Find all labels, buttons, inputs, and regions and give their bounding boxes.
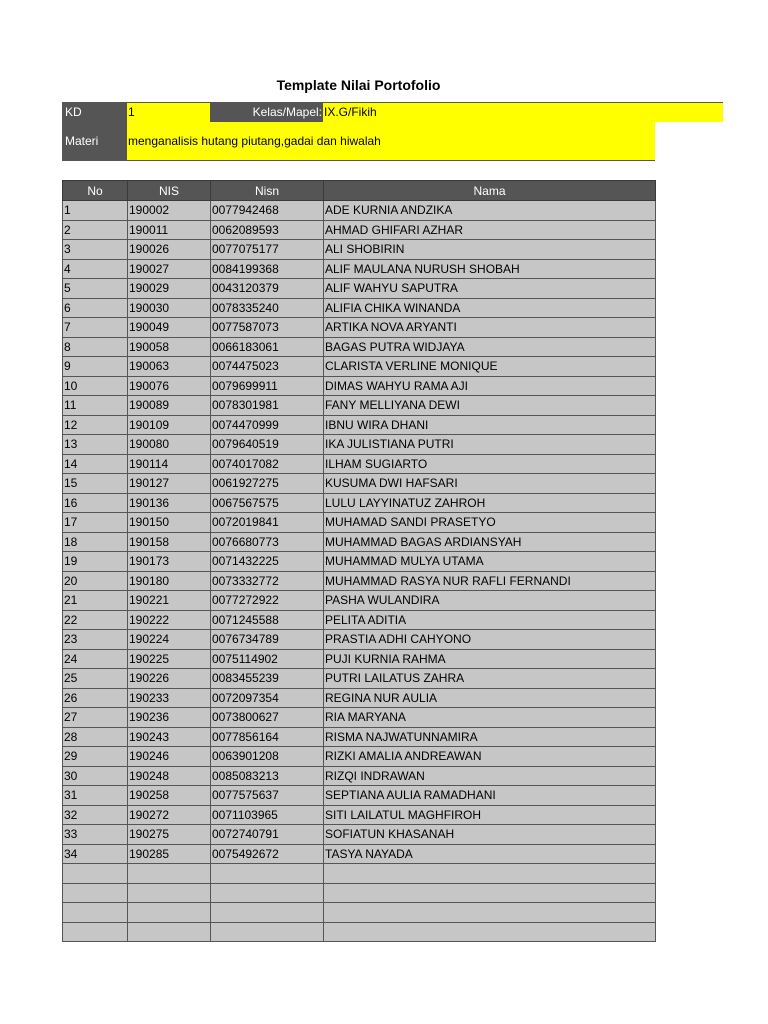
kd-label-cell[interactable]: KD <box>62 102 127 122</box>
cell-nama[interactable]: MUHAMMAD MULYA UTAMA <box>324 552 656 572</box>
cell-no[interactable]: 24 <box>63 649 128 669</box>
cell-no[interactable] <box>63 922 128 942</box>
cell-no[interactable]: 26 <box>63 688 128 708</box>
cell-nis[interactable]: 190275 <box>128 825 211 845</box>
cell-nisn[interactable]: 0077075177 <box>211 240 324 260</box>
materi-value-cell[interactable]: menganalisis hutang piutang,gadai dan hiwalah <box>127 122 655 161</box>
cell-nisn[interactable]: 0067567575 <box>211 493 324 513</box>
cell-no[interactable] <box>63 883 128 903</box>
cell-nama[interactable]: CLARISTA VERLINE MONIQUE <box>324 357 656 377</box>
cell-nis[interactable] <box>128 883 211 903</box>
cell-nis[interactable] <box>128 903 211 923</box>
cell-no[interactable]: 32 <box>63 805 128 825</box>
cell-nisn[interactable]: 0071103965 <box>211 805 324 825</box>
cell-nis[interactable]: 190109 <box>128 415 211 435</box>
cell-nama[interactable]: MUHAMAD SANDI PRASETYO <box>324 513 656 533</box>
cell-nis[interactable] <box>128 922 211 942</box>
table-row <box>63 747 656 767</box>
cell-nisn[interactable]: 0071432225 <box>211 552 324 572</box>
cell-nama[interactable]: ADE KURNIA ANDZIKA <box>324 201 656 221</box>
sheet-title: Template Nilai Portofolio <box>276 77 441 93</box>
table-header-row <box>63 181 656 201</box>
table-row <box>63 357 656 377</box>
cell-nama[interactable]: REGINA NUR AULIA <box>324 688 656 708</box>
cell-nisn[interactable]: 0085083213 <box>211 766 324 786</box>
cell-nis[interactable]: 190080 <box>128 435 211 455</box>
kd-value-cell[interactable]: 1 <box>127 102 210 122</box>
cell-no[interactable]: 19 <box>63 552 128 572</box>
cell-nama[interactable] <box>324 903 656 923</box>
cell-nis[interactable]: 190089 <box>128 396 211 416</box>
cell-nisn[interactable]: 0077587073 <box>211 318 324 338</box>
cell-nis[interactable]: 190248 <box>128 766 211 786</box>
cell-no[interactable] <box>63 903 128 923</box>
cell-nis[interactable]: 190272 <box>128 805 211 825</box>
cell-nis[interactable]: 190158 <box>128 532 211 552</box>
cell-no[interactable]: 22 <box>63 610 128 630</box>
cell-nisn[interactable]: 0077575637 <box>211 786 324 806</box>
cell-nis[interactable]: 190011 <box>128 220 211 240</box>
cell-nis[interactable]: 190258 <box>128 786 211 806</box>
cell-nis[interactable]: 190225 <box>128 649 211 669</box>
cell-nis[interactable]: 190127 <box>128 474 211 494</box>
cell-nama[interactable]: ILHAM SUGIARTO <box>324 454 656 474</box>
cell-nisn[interactable]: 0083455239 <box>211 669 324 689</box>
cell-nisn[interactable] <box>211 922 324 942</box>
table-row <box>63 727 656 747</box>
table-row <box>63 337 656 357</box>
table-row <box>63 571 656 591</box>
cell-nisn[interactable]: 0079640519 <box>211 435 324 455</box>
cell-nisn[interactable]: 0043120379 <box>211 279 324 299</box>
cell-nama[interactable]: PELITA ADITIA <box>324 610 656 630</box>
cell-nama[interactable] <box>324 922 656 942</box>
cell-nisn[interactable]: 0075492672 <box>211 844 324 864</box>
table-row <box>63 435 656 455</box>
cell-nama[interactable]: IKA JULISTIANA PUTRI <box>324 435 656 455</box>
table-row <box>63 201 656 221</box>
cell-nis[interactable] <box>128 864 211 884</box>
cell-nisn[interactable]: 0072740791 <box>211 825 324 845</box>
cell-nisn[interactable]: 0071245588 <box>211 610 324 630</box>
cell-nama[interactable]: ALIFIA CHIKA WINANDA <box>324 298 656 318</box>
cell-nisn[interactable]: 0074470999 <box>211 415 324 435</box>
table-row <box>63 883 656 903</box>
kelas-mapel-label-cell[interactable]: Kelas/Mapel: <box>210 102 323 122</box>
cell-nisn[interactable]: 0072019841 <box>211 513 324 533</box>
cell-nisn[interactable] <box>211 903 324 923</box>
cell-nis[interactable]: 190226 <box>128 669 211 689</box>
cell-nis[interactable]: 190026 <box>128 240 211 260</box>
cell-nisn[interactable]: 0074475023 <box>211 357 324 377</box>
cell-nisn[interactable]: 0077856164 <box>211 727 324 747</box>
cell-no[interactable]: 14 <box>63 454 128 474</box>
cell-no[interactable]: 1 <box>63 201 128 221</box>
table-row <box>63 532 656 552</box>
cell-nis[interactable]: 190150 <box>128 513 211 533</box>
cell-nama[interactable] <box>324 864 656 884</box>
table-row <box>63 279 656 299</box>
cell-no[interactable]: 25 <box>63 669 128 689</box>
cell-nama[interactable]: FANY MELLIYANA DEWI <box>324 396 656 416</box>
cell-no[interactable]: 12 <box>63 415 128 435</box>
cell-nisn[interactable]: 0084199368 <box>211 259 324 279</box>
cell-nis[interactable]: 190246 <box>128 747 211 767</box>
header-nisn[interactable]: Nisn <box>211 181 324 201</box>
cell-nama[interactable]: PUTRI LAILATUS ZAHRA <box>324 669 656 689</box>
cell-no[interactable]: 16 <box>63 493 128 513</box>
cell-nis[interactable]: 190180 <box>128 571 211 591</box>
cell-nis[interactable]: 190236 <box>128 708 211 728</box>
cell-nama[interactable]: PRASTIA ADHI CAHYONO <box>324 630 656 650</box>
cell-no[interactable]: 9 <box>63 357 128 377</box>
cell-nisn[interactable]: 0066183061 <box>211 337 324 357</box>
cell-nisn[interactable] <box>211 864 324 884</box>
cell-nama[interactable]: BAGAS PUTRA WIDJAYA <box>324 337 656 357</box>
cell-nis[interactable]: 190285 <box>128 844 211 864</box>
table-row <box>63 474 656 494</box>
cell-nis[interactable]: 190029 <box>128 279 211 299</box>
cell-no[interactable]: 30 <box>63 766 128 786</box>
cell-nisn[interactable] <box>211 883 324 903</box>
cell-nis[interactable]: 190058 <box>128 337 211 357</box>
cell-no[interactable]: 23 <box>63 630 128 650</box>
cell-no[interactable]: 28 <box>63 727 128 747</box>
cell-nama[interactable]: ARTIKA NOVA ARYANTI <box>324 318 656 338</box>
cell-no[interactable]: 6 <box>63 298 128 318</box>
table-row <box>63 922 656 942</box>
cell-nama[interactable] <box>324 883 656 903</box>
cell-nama[interactable]: KUSUMA DWI HAFSARI <box>324 474 656 494</box>
table-row <box>63 669 656 689</box>
table-row <box>63 825 656 845</box>
cell-nis[interactable]: 190063 <box>128 357 211 377</box>
table-row <box>63 259 656 279</box>
cell-no[interactable]: 18 <box>63 532 128 552</box>
table-row <box>63 708 656 728</box>
cell-nama[interactable]: RISMA NAJWATUNNAMIRA <box>324 727 656 747</box>
cell-no[interactable]: 15 <box>63 474 128 494</box>
table-row <box>63 513 656 533</box>
table-row <box>63 298 656 318</box>
cell-nisn[interactable]: 0078301981 <box>211 396 324 416</box>
cell-nama[interactable]: IBNU WIRA DHANI <box>324 415 656 435</box>
cell-nama[interactable]: TASYA NAYADA <box>324 844 656 864</box>
cell-nisn[interactable]: 0072097354 <box>211 688 324 708</box>
cell-nama[interactable]: LULU LAYYINATUZ ZAHROH <box>324 493 656 513</box>
cell-nisn[interactable]: 0076734789 <box>211 630 324 650</box>
table-row <box>63 805 656 825</box>
cell-nama[interactable]: SOFIATUN KHASANAH <box>324 825 656 845</box>
table-row <box>63 688 656 708</box>
table-row <box>63 766 656 786</box>
table-row <box>63 396 656 416</box>
table-row <box>63 649 656 669</box>
header-nama[interactable]: Nama <box>324 181 656 201</box>
cell-nisn[interactable]: 0063901208 <box>211 747 324 767</box>
cell-no[interactable]: 34 <box>63 844 128 864</box>
cell-nis[interactable]: 190173 <box>128 552 211 572</box>
cell-nama[interactable]: MUHAMMAD RASYA NUR RAFLI FERNANDI <box>324 571 656 591</box>
cell-no[interactable]: 5 <box>63 279 128 299</box>
cell-nis[interactable]: 190224 <box>128 630 211 650</box>
kelas-mapel-value-cell[interactable]: IX.G/Fikih <box>323 102 723 122</box>
header-no[interactable]: No <box>63 181 128 201</box>
cell-nis[interactable]: 190233 <box>128 688 211 708</box>
cell-nama[interactable]: ALIF MAULANA NURUSH SHOBAH <box>324 259 656 279</box>
table-row <box>63 240 656 260</box>
cell-nis[interactable]: 190076 <box>128 376 211 396</box>
table-row <box>63 844 656 864</box>
cell-nis[interactable]: 190222 <box>128 610 211 630</box>
cell-no[interactable]: 29 <box>63 747 128 767</box>
cell-no[interactable] <box>63 864 128 884</box>
cell-nama[interactable]: SITI LAILATUL MAGHFIROH <box>324 805 656 825</box>
table-row <box>63 376 656 396</box>
cell-nama[interactable]: ALI SHOBIRIN <box>324 240 656 260</box>
table-row <box>63 630 656 650</box>
cell-nisn[interactable]: 0077272922 <box>211 591 324 611</box>
cell-nama[interactable]: DIMAS WAHYU RAMA AJI <box>324 376 656 396</box>
cell-no[interactable]: 4 <box>63 259 128 279</box>
cell-no[interactable]: 31 <box>63 786 128 806</box>
table-row <box>63 903 656 923</box>
cell-nama[interactable]: MUHAMMAD BAGAS ARDIANSYAH <box>324 532 656 552</box>
table-row <box>63 610 656 630</box>
table-row <box>63 591 656 611</box>
cell-nama[interactable]: PUJI KURNIA RAHMA <box>324 649 656 669</box>
table-row <box>63 220 656 240</box>
student-table <box>62 180 656 942</box>
cell-no[interactable]: 7 <box>63 318 128 338</box>
header-nis[interactable]: NIS <box>128 181 211 201</box>
cell-no[interactable]: 21 <box>63 591 128 611</box>
cell-nisn[interactable]: 0075114902 <box>211 649 324 669</box>
cell-nama[interactable]: AHMAD GHIFARI AZHAR <box>324 220 656 240</box>
cell-nis[interactable]: 190002 <box>128 201 211 221</box>
cell-no[interactable]: 3 <box>63 240 128 260</box>
cell-nama[interactable]: SEPTIANA AULIA RAMADHANI <box>324 786 656 806</box>
cell-nama[interactable]: RIZQI INDRAWAN <box>324 766 656 786</box>
cell-nis[interactable]: 190243 <box>128 727 211 747</box>
cell-nisn[interactable]: 0079699911 <box>211 376 324 396</box>
cell-nama[interactable]: PASHA WULANDIRA <box>324 591 656 611</box>
cell-no[interactable]: 20 <box>63 571 128 591</box>
table-row <box>63 864 656 884</box>
cell-nama[interactable]: RIA MARYANA <box>324 708 656 728</box>
cell-no[interactable]: 13 <box>63 435 128 455</box>
cell-nis[interactable]: 190114 <box>128 454 211 474</box>
table-row <box>63 493 656 513</box>
cell-nis[interactable]: 190030 <box>128 298 211 318</box>
table-row <box>63 552 656 572</box>
cell-nisn[interactable]: 0076680773 <box>211 532 324 552</box>
table-row <box>63 454 656 474</box>
cell-nisn[interactable]: 0073332772 <box>211 571 324 591</box>
cell-no[interactable]: 10 <box>63 376 128 396</box>
cell-nis[interactable]: 190027 <box>128 259 211 279</box>
table-row <box>63 415 656 435</box>
cell-nisn[interactable]: 0077942468 <box>211 201 324 221</box>
cell-no[interactable]: 27 <box>63 708 128 728</box>
cell-nisn[interactable]: 0074017082 <box>211 454 324 474</box>
cell-nisn[interactable]: 0062089593 <box>211 220 324 240</box>
cell-no[interactable]: 2 <box>63 220 128 240</box>
cell-nis[interactable]: 190136 <box>128 493 211 513</box>
cell-nisn[interactable]: 0061927275 <box>211 474 324 494</box>
cell-nama[interactable]: ALIF WAHYU SAPUTRA <box>324 279 656 299</box>
cell-nis[interactable]: 190221 <box>128 591 211 611</box>
cell-no[interactable]: 8 <box>63 337 128 357</box>
materi-label-cell[interactable]: Materi <box>62 122 127 161</box>
cell-nisn[interactable]: 0078335240 <box>211 298 324 318</box>
table-row <box>63 786 656 806</box>
cell-no[interactable]: 11 <box>63 396 128 416</box>
cell-nisn[interactable]: 0073800627 <box>211 708 324 728</box>
table-row <box>63 318 656 338</box>
cell-nama[interactable]: RIZKI AMALIA ANDREAWAN <box>324 747 656 767</box>
cell-nis[interactable]: 190049 <box>128 318 211 338</box>
cell-no[interactable]: 17 <box>63 513 128 533</box>
cell-no[interactable]: 33 <box>63 825 128 845</box>
